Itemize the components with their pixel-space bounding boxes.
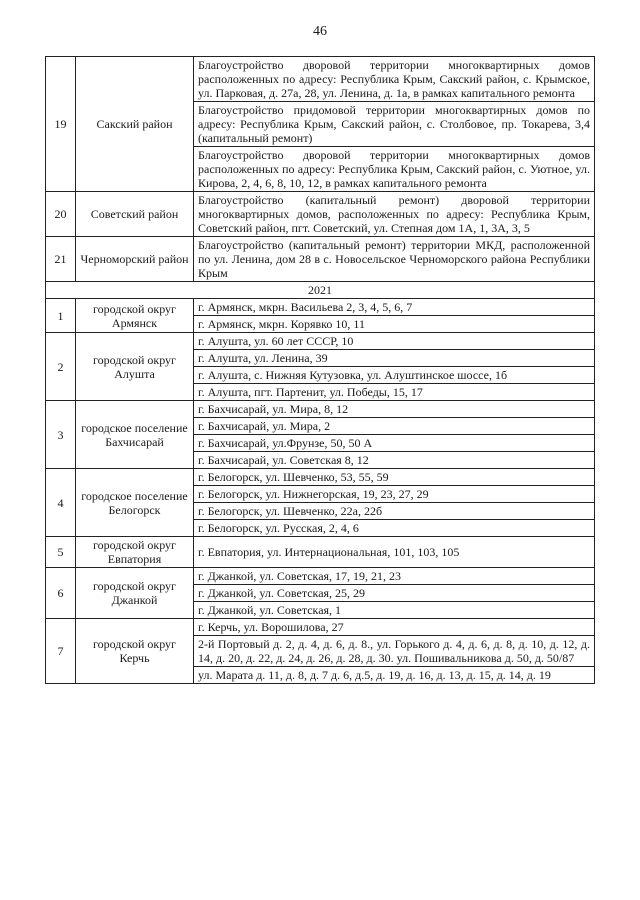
address-cell: г. Бахчисарай, ул.Фрунзе, 50, 50 А bbox=[194, 435, 595, 452]
row-number: 3 bbox=[46, 401, 76, 469]
address-cell: г. Алушта, с. Нижняя Кутузовка, ул. Алуштинское шоссе, 1б bbox=[194, 367, 595, 384]
address-cell: г. Джанкой, ул. Советская, 25, 29 bbox=[194, 585, 595, 602]
table-row bbox=[46, 192, 595, 237]
address-cell: г. Армянск, мкрн. Корявко 10, 11 bbox=[194, 316, 595, 333]
address-cell: Благоустройство (капитальный ремонт) территории МКД, расположенной по ул. Ленина, дом 28 в с. Новосельское Черноморского района Республики Крым bbox=[194, 237, 595, 282]
table-row bbox=[46, 537, 595, 568]
row-number: 20 bbox=[46, 192, 76, 237]
row-number: 4 bbox=[46, 469, 76, 537]
district-name: городской округ Джанкой bbox=[76, 568, 194, 619]
row-number: 1 bbox=[46, 299, 76, 333]
page-number: 46 bbox=[313, 24, 327, 39]
row-number: 5 bbox=[46, 537, 76, 568]
address-cell: г. Алушта, ул. 60 лет СССР, 10 bbox=[194, 333, 595, 350]
address-cell: г. Алушта, ул. Ленина, 39 bbox=[194, 350, 595, 367]
address-cell: г. Белогорск, ул. Русская, 2, 4, 6 bbox=[194, 520, 595, 537]
table-row bbox=[46, 333, 595, 350]
year-row bbox=[46, 282, 595, 299]
address-cell: г. Бахчисарай, ул. Советская 8, 12 bbox=[194, 452, 595, 469]
district-name: городское поселение Бахчисарай bbox=[76, 401, 194, 469]
address-cell: Благоустройство дворовой территории многоквартирных домов расположенных по адресу: Республика Крым, Сакский район, с. Уютное, ул. Кирова, 2, 4, 6, 8, 10, 12, в рамках капитального ремонта bbox=[194, 147, 595, 192]
table-row bbox=[46, 619, 595, 636]
address-cell: г. Джанкой, ул. Советская, 1 bbox=[194, 602, 595, 619]
address-cell: Благоустройство придомовой территории многоквартирных домов по адресу: Республика Крым, Сакский район, с. Столбовое, пр. Токарева, 3,4 (капитальный ремонт) bbox=[194, 102, 595, 147]
address-cell: г. Белогорск, ул. Шевченко, 53, 55, 59 bbox=[194, 469, 595, 486]
district-name: городское поселение Белогорск bbox=[76, 469, 194, 537]
address-cell: Благоустройство (капитальный ремонт) дворовой территории многоквартирных домов, расположенных по адресу: Республика Крым, Советский район, пгт. Советский, ул. Степная дом 1А, 1, 3А, 3, 5 bbox=[194, 192, 595, 237]
row-number: 7 bbox=[46, 619, 76, 684]
address-cell: 2-й Портовый д. 2, д. 4, д. 6, д. 8., ул. Горького д. 4, д. 6, д. 8, д. 10, д. 12, д. 14, д. 20, д. 22, д. 24, д. 26, д. 28, д. 30. ул. Пошивальникова д. 50, д. 50/87 bbox=[194, 636, 595, 667]
district-name: городской округ Керчь bbox=[76, 619, 194, 684]
district-name: Черноморский район bbox=[76, 237, 194, 282]
address-cell: г. Джанкой, ул. Советская, 17, 19, 21, 23 bbox=[194, 568, 595, 585]
row-number: 21 bbox=[46, 237, 76, 282]
year-header: 2021 bbox=[46, 282, 595, 299]
row-number: 6 bbox=[46, 568, 76, 619]
address-cell: г. Бахчисарай, ул. Мира, 2 bbox=[194, 418, 595, 435]
district-name: городской округ Алушта bbox=[76, 333, 194, 401]
row-number: 2 bbox=[46, 333, 76, 401]
address-cell: г. Евпатория, ул. Интернациональная, 101, 103, 105 bbox=[194, 537, 595, 568]
table-row bbox=[46, 469, 595, 486]
address-cell: г. Белогорск, ул. Нижнегорская, 19, 23, 27, 29 bbox=[194, 486, 595, 503]
address-cell: Благоустройство дворовой территории многоквартирных домов расположенных по адресу: Республика Крым, Сакский район, с. Крымское, ул. Парковая, д. 27а, 28, ул. Ленина, д. 1а, в рамках капитального ремонта bbox=[194, 57, 595, 102]
address-cell: г. Керчь, ул. Ворошилова, 27 bbox=[194, 619, 595, 636]
address-cell: г. Белогорск, ул. Шевченко, 22а, 22б bbox=[194, 503, 595, 520]
address-cell: г. Бахчисарай, ул. Мира, 8, 12 bbox=[194, 401, 595, 418]
address-cell: г. Алушта, пгт. Партенит, ул. Победы, 15, 17 bbox=[194, 384, 595, 401]
table-row bbox=[46, 568, 595, 585]
address-cell: г. Армянск, мкрн. Васильева 2, 3, 4, 5, 6, 7 bbox=[194, 299, 595, 316]
district-name: Советский район bbox=[76, 192, 194, 237]
address-cell: ул. Марата д. 11, д. 8, д. 7 д. 6, д.5, д. 19, д. 16, д. 13, д. 15, д. 14, д. 19 bbox=[194, 667, 595, 684]
table-row bbox=[46, 57, 595, 102]
district-name: городской округ Армянск bbox=[76, 299, 194, 333]
row-number: 19 bbox=[46, 57, 76, 192]
table-row bbox=[46, 237, 595, 282]
table-row bbox=[46, 401, 595, 418]
district-name: Сакский район bbox=[76, 57, 194, 192]
table-row bbox=[46, 299, 595, 316]
district-name: городской округ Евпатория bbox=[76, 537, 194, 568]
address-table bbox=[45, 56, 595, 684]
